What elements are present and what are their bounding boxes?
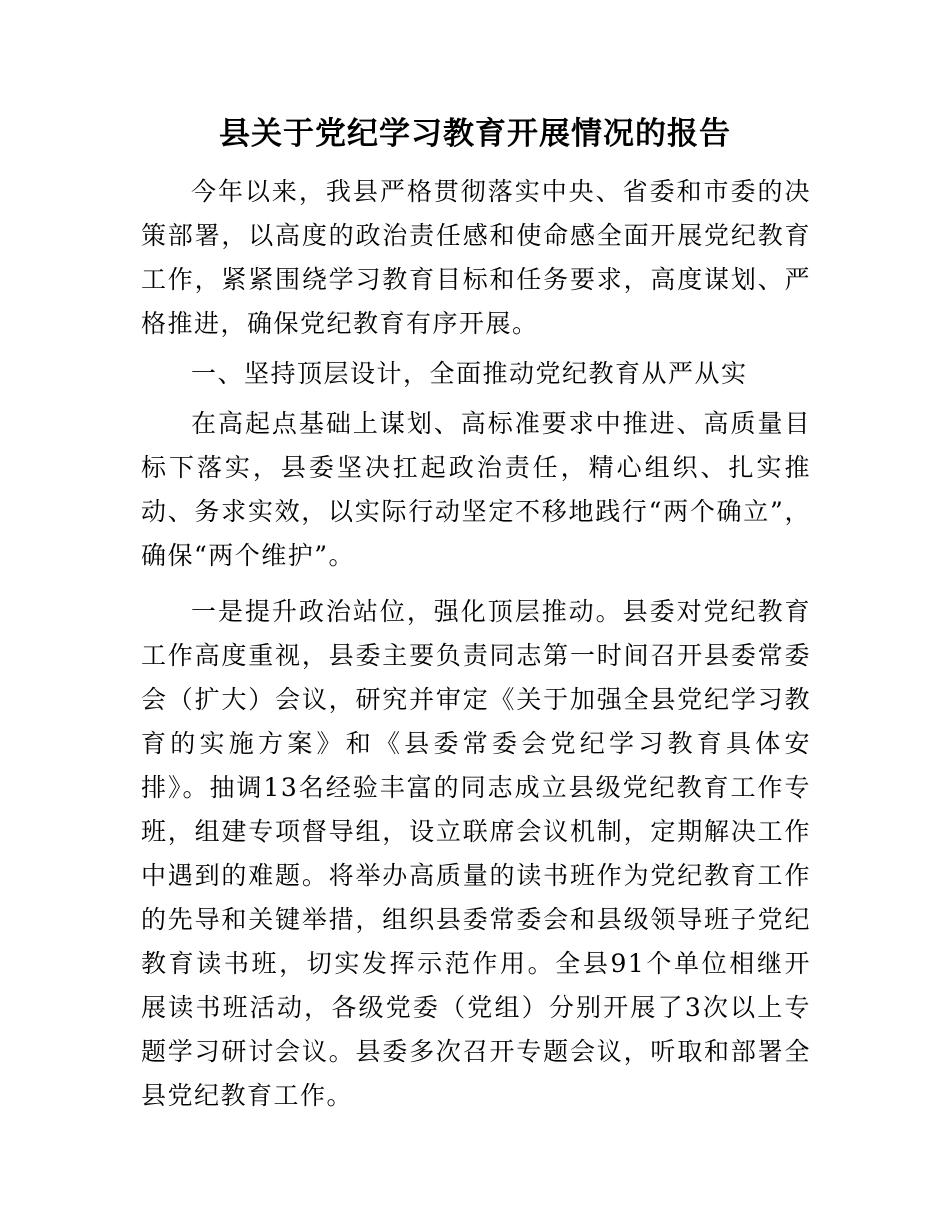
document-title: 县关于党纪学习教育开展情况的报告 — [219, 116, 731, 152]
detail-paragraph: 一是提升政治站位，强化顶层推动。县委对党纪教育工作高度重视，县委主要负责同志第一时间召开县委常委会（扩大）会议，研究并审定《关于加强全县党纪学习教育的实施方案》和《县委常委会党纪学习教育具体安排》。抽调13名经验丰富的同志成立县级党纪教育工作专班，组建专项督导组，设立联席会议机制，定期解决工作中遇到的难题。将举办高质量的读书班作为党纪教育工作的先导和关键举措，组织县委常委会和县级领导班子党纪教育读书班，切实发挥示范作用。全县91个单位相继开展读书班活动，各级党委（党组）分别开展了3次以上专题学习研讨会议。县委多次召开专题会议，听取和部署全县党纪教育工作。 — [141, 597, 811, 1110]
intro-paragraph: 今年以来，我县严格贯彻落实中央、省委和市委的决策部署，以高度的政治责任感和使命感全面开展党纪教育工作，紧紧围绕学习教育目标和任务要求，高度谋划、严格推进，确保党纪教育有序开展。 — [141, 177, 811, 338]
section-heading: 一、坚持顶层设计，全面推动党纪教育从严从实 — [191, 359, 748, 388]
section-paragraph: 在高起点基础上谋划、高标准要求中推进、高质量目标下落实，县委坚决扛起政治责任，精心组织、扎实推动、务求实效，以实际行动坚定不移地践行“两个确立”，确保“两个维护”。 — [141, 409, 811, 570]
